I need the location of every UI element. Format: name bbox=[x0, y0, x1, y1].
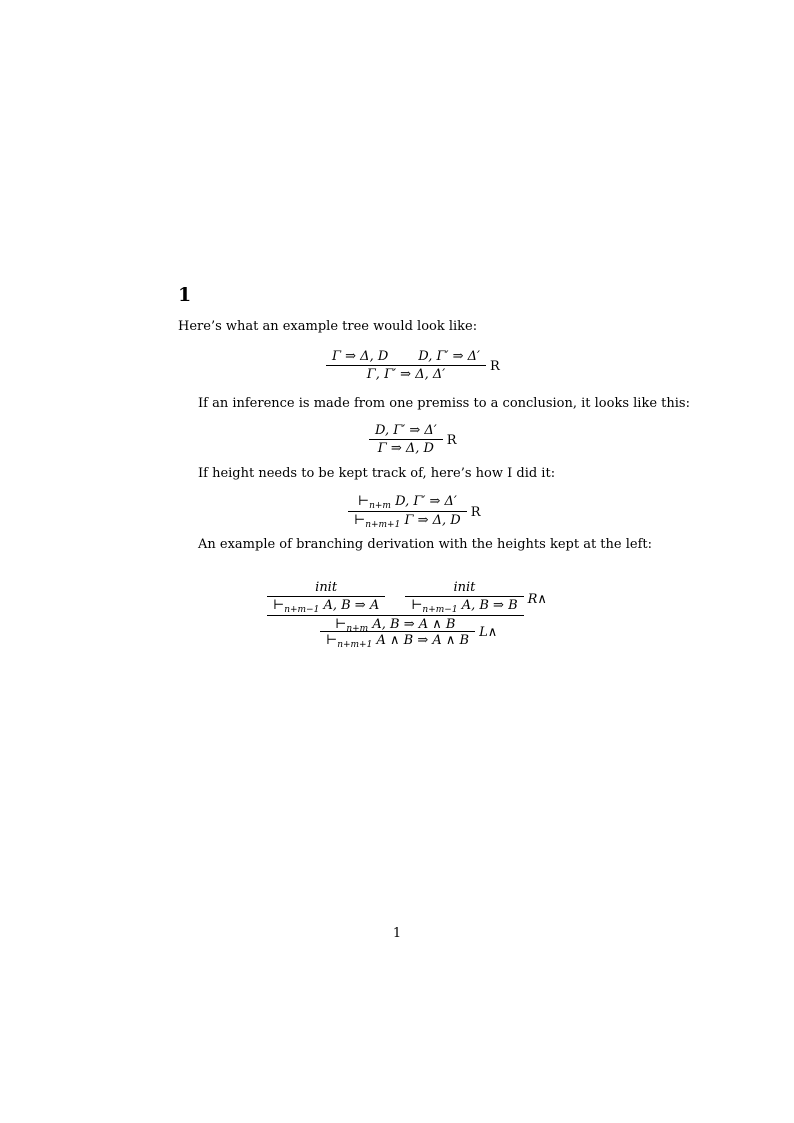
paragraph-1: Here’s what an example tree would look like: bbox=[178, 319, 478, 334]
derivation-4-left-sequent-line bbox=[267, 597, 385, 615]
paragraph-3: If height needs to be kept track of, here’s how I did it: bbox=[198, 466, 556, 481]
derivation-2-premise: D, Γ′ ⇒ Δ′ bbox=[375, 423, 437, 438]
derivation-1-premise-left: Γ ⇒ Δ, D bbox=[332, 349, 389, 364]
page-number: 1 bbox=[392, 926, 402, 941]
height-subscript: n+m+1 bbox=[365, 520, 401, 530]
derivation-4-left-branch bbox=[267, 580, 385, 615]
turnstile-symbol: ⊢ bbox=[411, 598, 423, 613]
turnstile-symbol: ⊢ bbox=[354, 513, 366, 528]
section-heading: 1 bbox=[178, 284, 192, 306]
height-subscript: n+m bbox=[369, 501, 391, 511]
derivation-4-bottom-rule-label: L∧ bbox=[479, 625, 498, 640]
height-subscript: n+m−1 bbox=[422, 605, 458, 615]
height-subscript: n+m+1 bbox=[337, 640, 373, 650]
turnstile-symbol: ⊢ bbox=[273, 598, 285, 613]
axiom-init-left: init bbox=[315, 580, 338, 595]
turnstile-symbol: ⊢ bbox=[357, 494, 370, 509]
derivation-3-premise-line bbox=[358, 494, 457, 511]
derivation-1-rule-label: R bbox=[489, 358, 500, 374]
derivation-3 bbox=[348, 494, 481, 530]
derivation-3-conclusion: Γ ⇒ Δ, D bbox=[404, 513, 461, 528]
derivation-2-conclusion: Γ ⇒ Δ, D bbox=[377, 441, 434, 456]
derivation-4 bbox=[267, 580, 547, 634]
derivation-1-premise-right: D, Γ′ ⇒ Δ′ bbox=[418, 349, 480, 364]
derivation-3-rule-label: R bbox=[470, 504, 481, 520]
derivation-4-right-sequent-line bbox=[405, 597, 523, 615]
derivation-3-premise: D, Γ′ ⇒ Δ′ bbox=[395, 494, 457, 509]
paragraph-4: An example of branching derivation with the heights kept at the left: bbox=[198, 537, 652, 552]
derivation-4-bottom-sequent-line bbox=[320, 632, 475, 650]
derivation-3-conclusion-line bbox=[348, 512, 467, 530]
height-subscript: n+m bbox=[346, 624, 369, 634]
derivation-2-rule-label: R bbox=[446, 432, 457, 448]
derivation-4-middle-sequent: A, B ⇒ A ∧ B bbox=[372, 617, 456, 632]
derivation-4-outer bbox=[267, 580, 547, 634]
derivation-4-left-sequent: A, B ⇒ A bbox=[323, 598, 380, 613]
derivation-4-bottom-sequent: A ∧ B ⇒ A ∧ B bbox=[376, 633, 470, 648]
derivation-4-right-branch bbox=[405, 580, 523, 615]
height-subscript: n+m−1 bbox=[284, 605, 320, 615]
derivation-4-right-sequent: A, B ⇒ B bbox=[461, 598, 518, 613]
derivation-2 bbox=[369, 423, 457, 457]
turnstile-symbol: ⊢ bbox=[335, 617, 347, 632]
derivation-4-bottom-step bbox=[320, 625, 498, 650]
turnstile-symbol: ⊢ bbox=[326, 633, 338, 648]
axiom-init-right: init bbox=[453, 580, 476, 595]
derivation-4-middle-rule-label: R∧ bbox=[527, 591, 547, 607]
paragraph-2: If an inference is made from one premiss to a conclusion, it looks like this: bbox=[198, 396, 690, 411]
derivation-1 bbox=[326, 349, 500, 383]
derivation-1-conclusion: Γ, Γ′ ⇒ Δ, Δ′ bbox=[366, 367, 446, 382]
